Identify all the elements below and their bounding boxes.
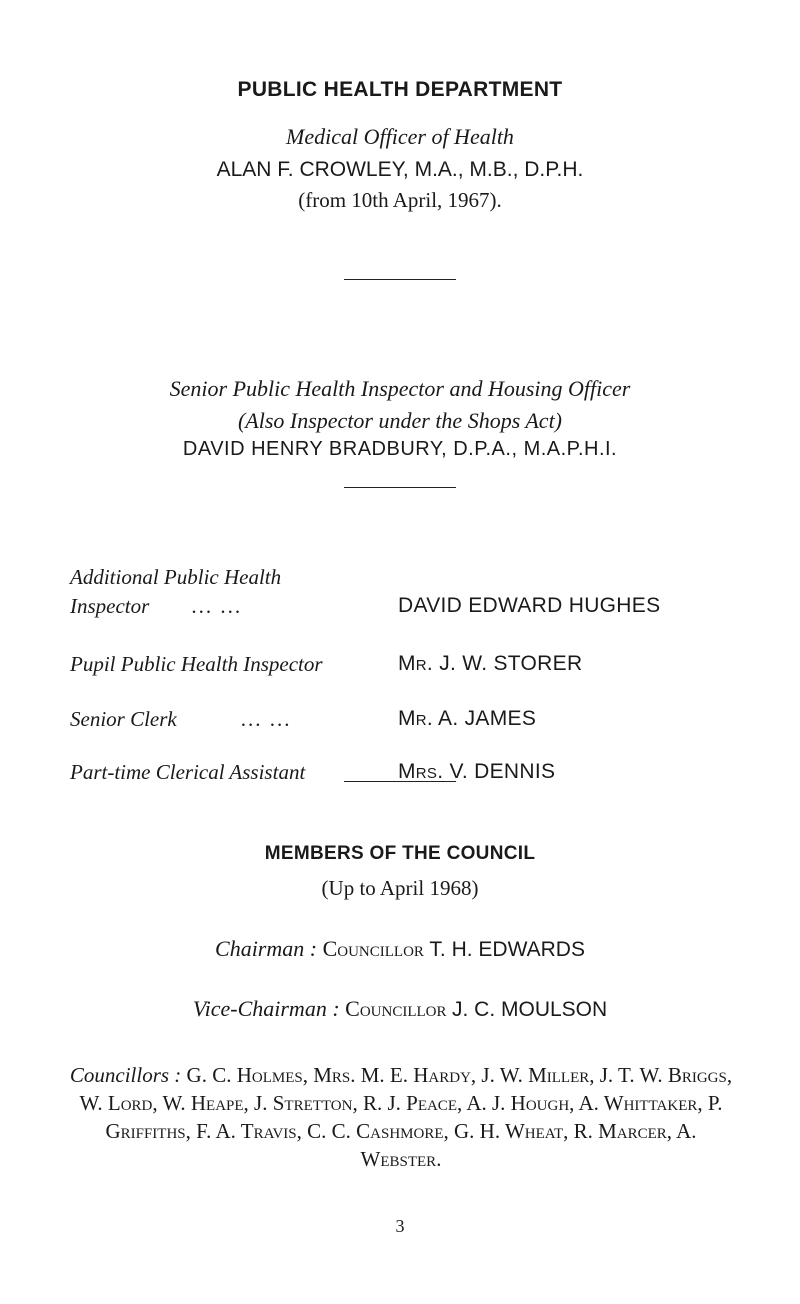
vice-chairman-label: Vice-Chairman : bbox=[192, 996, 340, 1021]
leader-dots: ... ... bbox=[191, 594, 243, 618]
divider bbox=[344, 487, 456, 488]
staff-value-text: Mr. J. W. STORER bbox=[398, 652, 583, 675]
chairman-line bbox=[0, 936, 800, 962]
vice-chairman-title: Councillor bbox=[345, 996, 447, 1021]
council-subtitle: (Up to April 1968) bbox=[321, 876, 479, 900]
page-title: PUBLIC HEALTH DEPARTMENT bbox=[237, 78, 563, 101]
council-title: MEMBERS OF THE COUNCIL bbox=[264, 843, 536, 864]
senior-inspector-label: Senior Public Health Inspector and Housing Officer bbox=[169, 376, 631, 401]
staff-label-clerical: Part-time Clerical Assistant bbox=[70, 760, 306, 784]
vice-chairman-name: J. C. MOULSON bbox=[452, 998, 608, 1021]
vice-chairman-line bbox=[0, 996, 800, 1022]
staff-value-text: Mr. A. JAMES bbox=[398, 707, 537, 730]
moh-label: Medical Officer of Health bbox=[286, 124, 514, 149]
staff-label-senior-clerk bbox=[70, 707, 291, 732]
staff-value-text: Mrs. V. DENNIS bbox=[398, 760, 556, 783]
moh-name: ALAN F. CROWLEY, M.A., M.B., D.P.H. bbox=[216, 158, 584, 181]
staff-label-text: Senior Clerk bbox=[70, 707, 177, 731]
councillors-names: G. C. Holmes, Mrs. M. E. Hardy, J. W. Miller, J. T. W. Briggs, W. Lord, W. Heape, J. Stretton, R. J. Peace, A. J. Hough, A. Whittaker, P. Griffiths, F. A. Travis, C. C. Cashmore, G. H. Wheat, R. Marcer, A. Webster. bbox=[79, 1063, 733, 1171]
moh-appointment-date: (from 10th April, 1967). bbox=[298, 188, 502, 212]
staff-label-text: Inspector bbox=[70, 594, 150, 618]
senior-inspector-sublabel: (Also Inspector under the Shops Act) bbox=[237, 408, 563, 433]
staff-label-additional-line2 bbox=[70, 594, 242, 619]
staff-value-senior-clerk bbox=[398, 707, 536, 731]
divider bbox=[344, 781, 456, 782]
staff-value-pupil bbox=[398, 652, 582, 676]
chairman-name: T. H. EDWARDS bbox=[429, 938, 585, 961]
staff-label-pupil: Pupil Public Health Inspector bbox=[70, 652, 323, 676]
chairman-title: Councillor bbox=[322, 936, 424, 961]
senior-inspector-name: DAVID HENRY BRADBURY, D.P.A., M.A.P.H.I. bbox=[182, 438, 618, 460]
councillors-list bbox=[68, 1061, 734, 1173]
staff-label-additional-line1: Additional Public Health bbox=[70, 565, 282, 589]
staff-value-additional: DAVID EDWARD HUGHES bbox=[398, 594, 661, 617]
leader-dots: ... ... bbox=[240, 707, 292, 731]
councillors-label: Councillors : bbox=[69, 1063, 182, 1087]
page-number: 3 bbox=[395, 1216, 405, 1236]
chairman-label: Chairman : bbox=[215, 936, 318, 961]
divider bbox=[344, 279, 456, 280]
